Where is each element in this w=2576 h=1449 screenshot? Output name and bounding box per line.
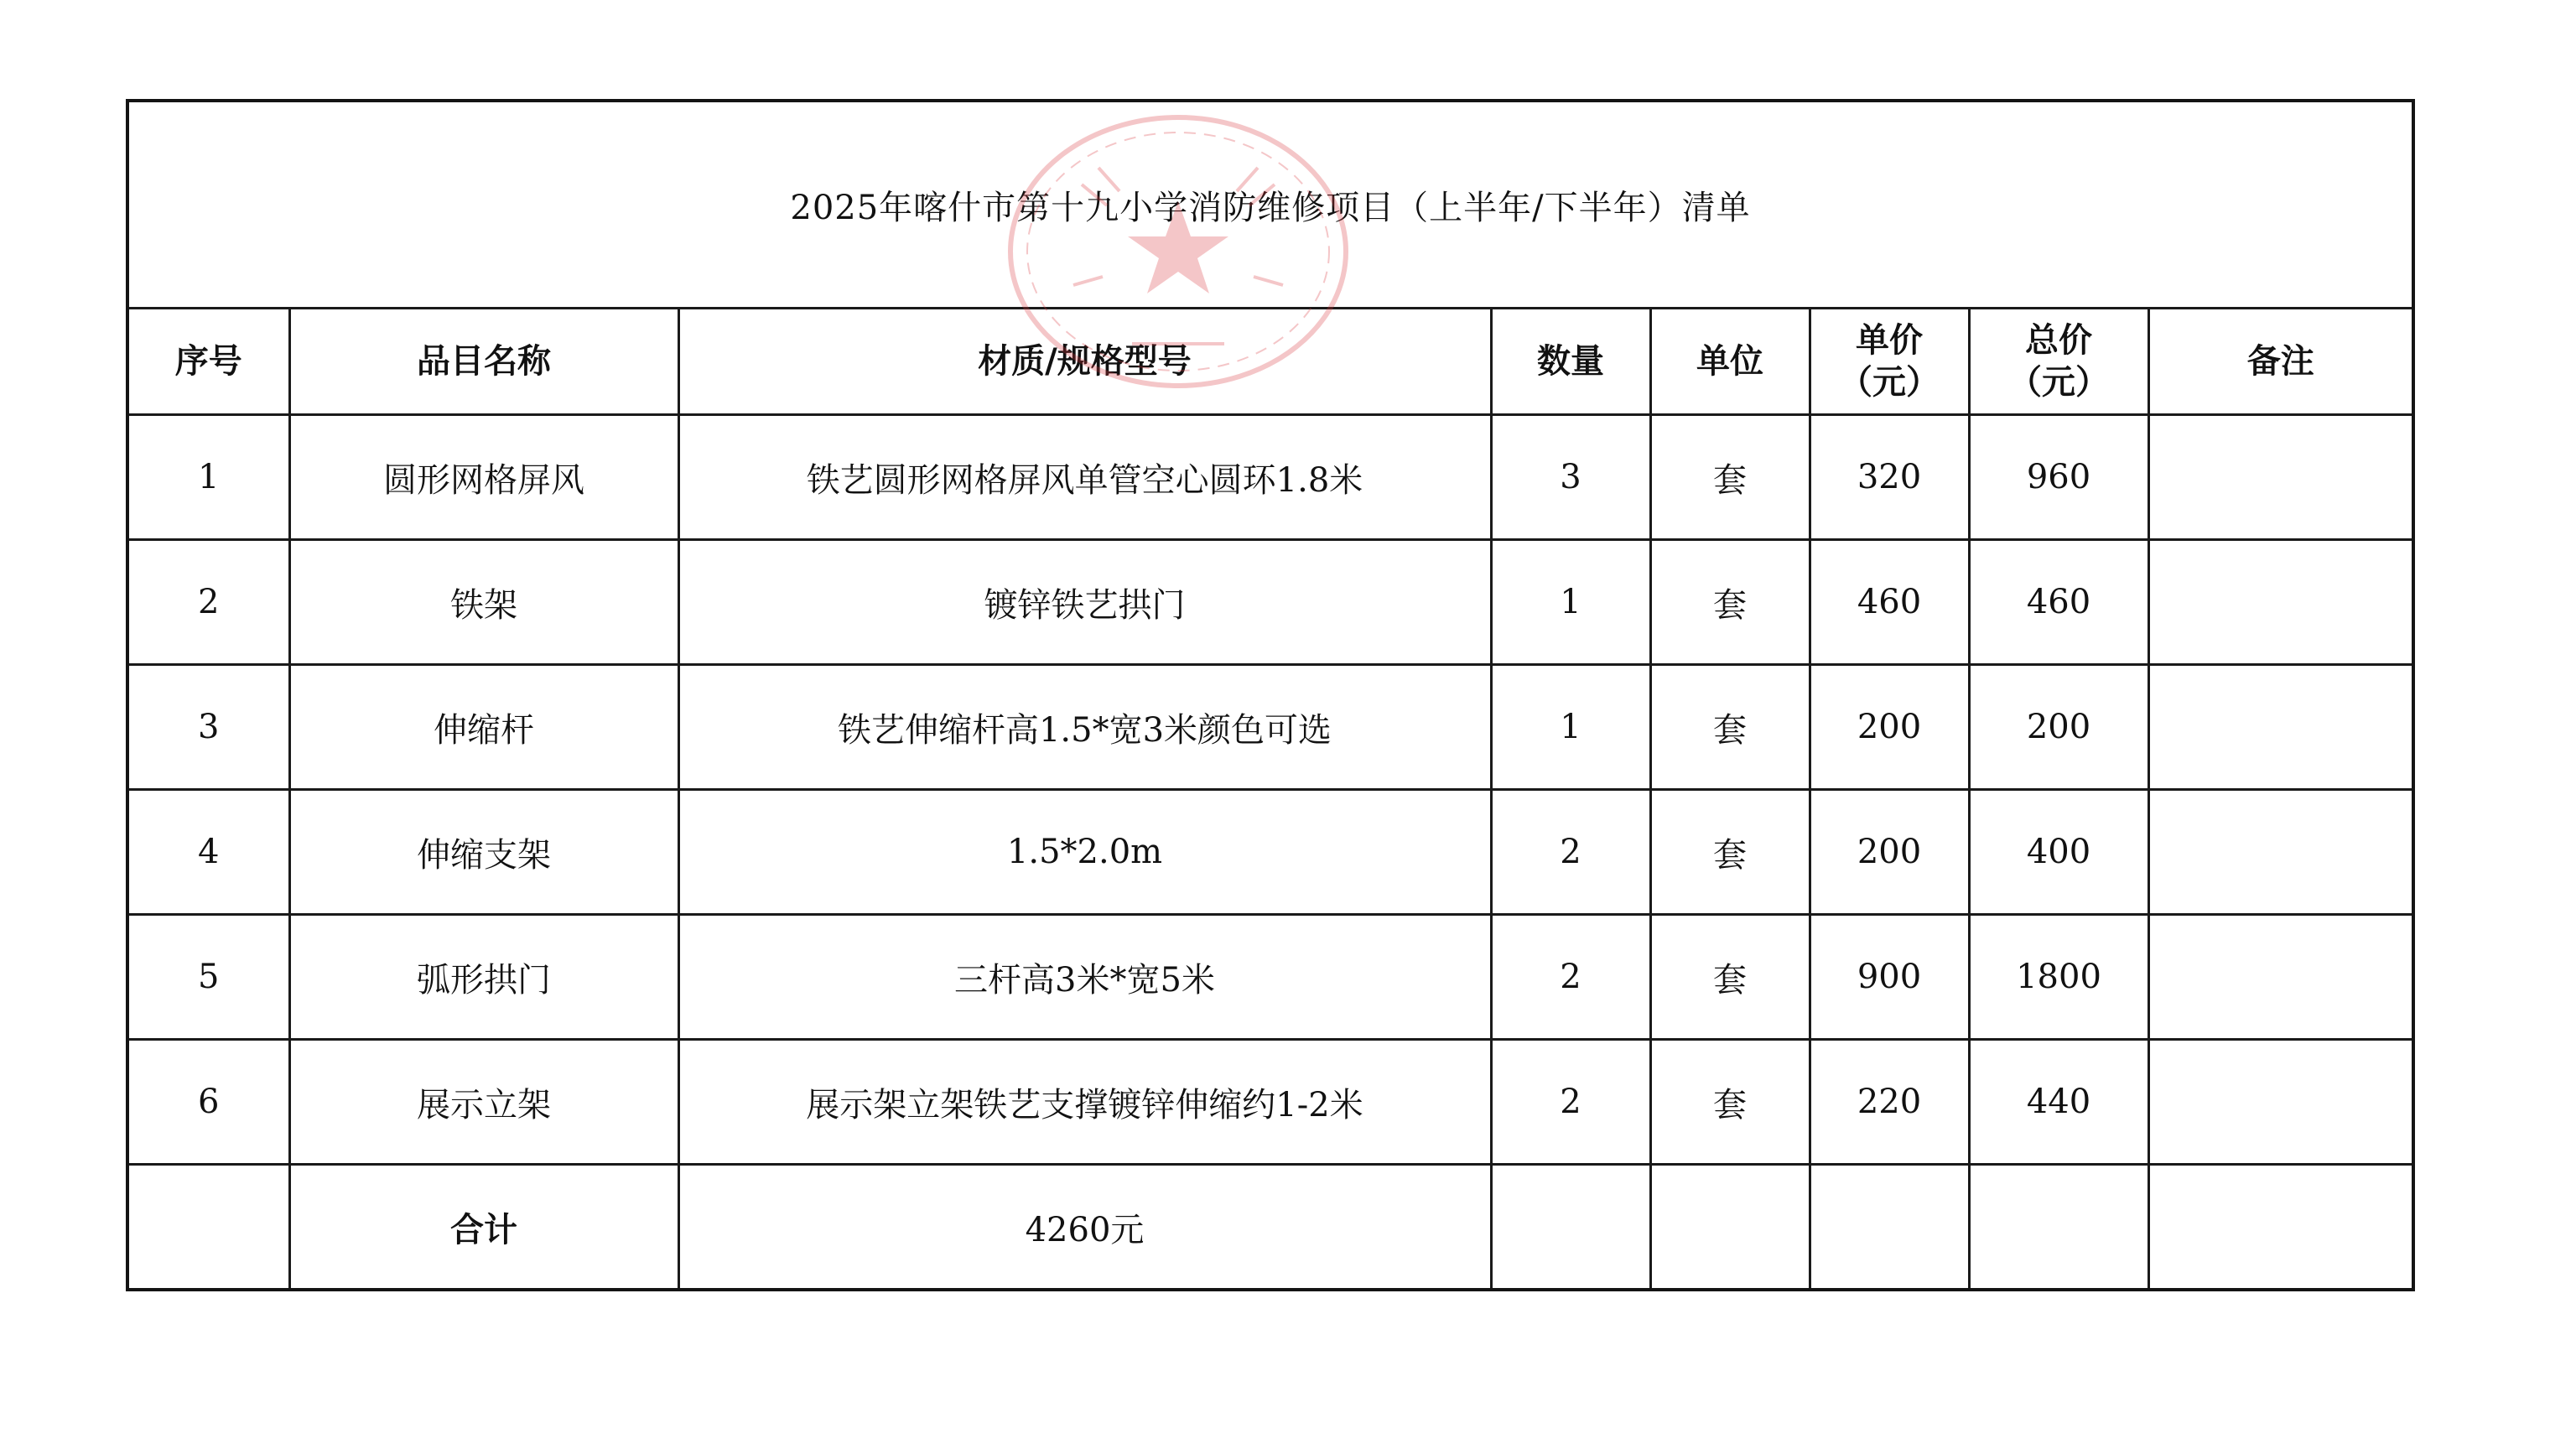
row-qty: 2 xyxy=(1491,1040,1650,1165)
total-empty-cell xyxy=(127,1165,289,1291)
row-seq: 2 xyxy=(127,540,289,665)
procurement-table xyxy=(126,99,2415,1291)
row-remark xyxy=(2148,915,2413,1040)
page-title: 2025年喀什市第十九小学消防维修项目（上半年/下半年）清单 xyxy=(127,101,2413,309)
row-item-name: 铁架 xyxy=(289,540,678,665)
row-qty: 1 xyxy=(1491,665,1650,790)
total-row xyxy=(127,1165,2413,1291)
row-unit-price: 220 xyxy=(1810,1040,1969,1165)
header-unit-price xyxy=(1810,309,1969,415)
procurement-list-sheet xyxy=(126,99,2412,1271)
row-unit: 套 xyxy=(1650,665,1810,790)
header-unit-price-label: 单价 xyxy=(1856,321,1923,360)
table-row xyxy=(127,790,2413,915)
row-total-price: 1800 xyxy=(1969,915,2148,1040)
row-remark xyxy=(2148,415,2413,540)
row-seq: 3 xyxy=(127,665,289,790)
row-unit-price: 200 xyxy=(1810,665,1969,790)
row-spec: 铁艺圆形网格屏风单管空心圆环1.8米 xyxy=(678,415,1491,540)
row-seq: 6 xyxy=(127,1040,289,1165)
row-item-name: 展示立架 xyxy=(289,1040,678,1165)
header-remark: 备注 xyxy=(2148,309,2413,415)
header-total-price xyxy=(1969,309,2148,415)
row-item-name: 圆形网格屏风 xyxy=(289,415,678,540)
header-total-price-currency: （元） xyxy=(2008,363,2109,402)
row-seq: 1 xyxy=(127,415,289,540)
row-total-price: 960 xyxy=(1969,415,2148,540)
table-row xyxy=(127,540,2413,665)
row-item-name: 伸缩杆 xyxy=(289,665,678,790)
row-remark xyxy=(2148,1040,2413,1165)
header-seq: 序号 xyxy=(127,309,289,415)
total-empty-cell xyxy=(1810,1165,1969,1291)
total-empty-cell xyxy=(1650,1165,1810,1291)
row-remark xyxy=(2148,790,2413,915)
row-spec: 三杆高3米*宽5米 xyxy=(678,915,1491,1040)
row-seq: 4 xyxy=(127,790,289,915)
row-remark xyxy=(2148,665,2413,790)
header-row xyxy=(127,309,2413,415)
row-qty: 1 xyxy=(1491,540,1650,665)
row-total-price: 400 xyxy=(1969,790,2148,915)
row-remark xyxy=(2148,540,2413,665)
row-unit: 套 xyxy=(1650,415,1810,540)
row-unit: 套 xyxy=(1650,1040,1810,1165)
header-unit-price-currency: （元） xyxy=(1839,363,1940,402)
row-unit: 套 xyxy=(1650,540,1810,665)
row-unit-price: 460 xyxy=(1810,540,1969,665)
total-empty-cell xyxy=(1491,1165,1650,1291)
row-qty: 3 xyxy=(1491,415,1650,540)
title-row xyxy=(127,101,2413,309)
row-spec: 镀锌铁艺拱门 xyxy=(678,540,1491,665)
row-total-price: 440 xyxy=(1969,1040,2148,1165)
row-seq: 5 xyxy=(127,915,289,1040)
header-unit: 单位 xyxy=(1650,309,1810,415)
row-unit-price: 900 xyxy=(1810,915,1969,1040)
row-spec: 1.5*2.0m xyxy=(678,790,1491,915)
row-unit: 套 xyxy=(1650,915,1810,1040)
row-item-name: 弧形拱门 xyxy=(289,915,678,1040)
row-unit-price: 320 xyxy=(1810,415,1969,540)
header-total-price-label: 总价 xyxy=(2025,321,2092,360)
total-label: 合计 xyxy=(289,1165,678,1291)
row-spec: 展示架立架铁艺支撑镀锌伸缩约1-2米 xyxy=(678,1040,1491,1165)
total-value: 4260元 xyxy=(678,1165,1491,1291)
row-item-name: 伸缩支架 xyxy=(289,790,678,915)
row-qty: 2 xyxy=(1491,915,1650,1040)
table-row xyxy=(127,415,2413,540)
header-spec: 材质/规格型号 xyxy=(678,309,1491,415)
row-total-price: 460 xyxy=(1969,540,2148,665)
total-empty-cell xyxy=(2148,1165,2413,1291)
total-empty-cell xyxy=(1969,1165,2148,1291)
row-unit-price: 200 xyxy=(1810,790,1969,915)
row-qty: 2 xyxy=(1491,790,1650,915)
row-spec: 铁艺伸缩杆高1.5*宽3米颜色可选 xyxy=(678,665,1491,790)
row-unit: 套 xyxy=(1650,790,1810,915)
row-total-price: 200 xyxy=(1969,665,2148,790)
table-row xyxy=(127,1040,2413,1165)
table-row xyxy=(127,665,2413,790)
table-row xyxy=(127,915,2413,1040)
header-qty: 数量 xyxy=(1491,309,1650,415)
header-name: 品目名称 xyxy=(289,309,678,415)
